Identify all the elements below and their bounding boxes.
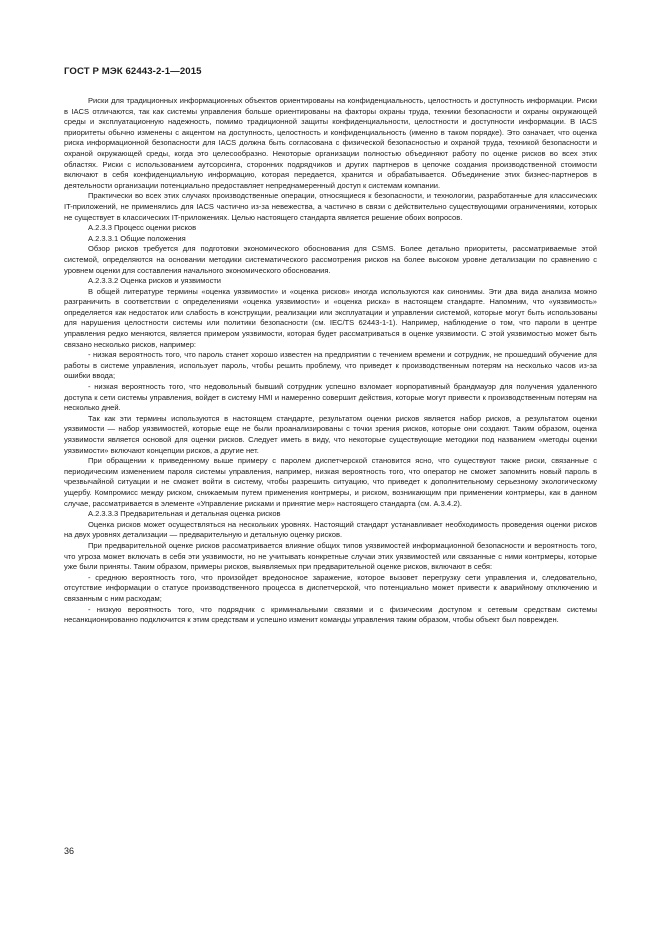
section-heading: А.2.3.3 Процесс оценки рисков bbox=[88, 223, 197, 233]
paragraph: При предварительной оценке рисков рассматривается влияние общих типов уязвимостей информационной безопасности и вероятность того, что угроза может включать в себя эти уязвимости, но не учитывать конкретные случаи этих уязвимостей или связанные с ними контрмеры, которые уже были приняты. Таким образом, примеры рисков, выявляемых при предварительной оценке рисков, включают в себя: bbox=[64, 540, 597, 572]
section-heading: А.2.3.3.2 Оценка рисков и уязвимости bbox=[88, 276, 222, 286]
section-heading: А.2.3.3.1 Общие положения bbox=[88, 233, 186, 243]
list-item: - низкая вероятность того, что пароль станет хорошо известен на предприятии с течением времени и сотрудник, не прошедший обучение для работы в системе управления, использует пароль, чтобы решить проблему, что приведет к производственным потерям на несколько часов из-за ошибки ввода; bbox=[64, 350, 597, 381]
page-header: ГОСТ Р МЭК 62443-2-1—2015 bbox=[64, 66, 202, 77]
paragraph: Риски для традиционных информационных объектов ориентированы на конфиденциальность, целостность и доступность информации. Риски в IACS отличаются, так как системы управления больше ориентированы на факторы охраны труда, техники безопасности и охраны окружающей среды и эксплуатационную надежность, помимо традиционной защиты конфиденциальности, целостности и доступности информации. В IACS приоритеты обычно изменены с акцентом на доступность, целостность и конфиденциальность (именно в таком порядке). Это означает, что оценка риска информационной безопасности для IACS должна быть согласована с физической безопасностью и охраной труда, техникой безопасности и охраной окружающей среды, когда это целесообразно. Некоторые организации полностью объединяют работу по оценке рисков во всех этих областях. Риски с использованием аутсорсинга, сторонних подрядчиков и других партнеров в цепочке создания производственной стоимости включают в себя конфиденциальную информацию, которая передается, хранится и обрабатывается. Объединение этих бизнес-партнеров в деятельности организации потенциально предоставляет непреднамеренный доступ к системам компании. bbox=[64, 96, 597, 190]
list-item: - среднюю вероятность того, что произойдет вредоносное заражение, которое вызовет перегрузку сети управления и, следовательно, отсутствие информации о статусе производственного процесса в диспетчерской, что потенциально может привести к аварийному отключению и связанным с ним расходам; bbox=[64, 572, 597, 603]
paragraph: Обзор рисков требуется для подготовки экономического обоснования для CSMS. Более детально приоритеты, рассматриваемые этой системой, определяются на основании методики систематического рассмотрения рисков на более высоком уровне детализации по сравнению с уровнем оценки для составления начального экономического обоснования. bbox=[64, 244, 597, 275]
list-item: - низкую вероятность того, что подрядчик с криминальными связями и с физическим доступом к сетевым средствам системы несанкционированно подключится к этим средствам и успешно изменит команды управления таким образом, чтобы объект был поврежден. bbox=[64, 604, 597, 625]
document-body bbox=[64, 96, 597, 626]
paragraph: Так как эти термины используются в настоящем стандарте, результатом оценки рисков является набор рисков, а результатом оценки уязвимости — набор уязвимостей, которые еще не были проанализированы с точки зрения рисков, которые они создают. Таким образом, оценка уязвимости является основой для оценки рисков. Следует иметь в виду, что некоторые существующие методики под названием «методы оценки уязвимости» включают концепции рисков, а другие нет. bbox=[64, 413, 597, 455]
paragraph: Практически во всех этих случаях производственные операции, относящиеся к безопасности, и технологии, разработанные для классических IT-приложений, не применялись для IACS частично из-за невежества, а частично в связи с действительно существующими ограничениями, которых не существует в классических IT-приложениях. Целью настоящего стандарта является решение обоих вопросов. bbox=[64, 191, 597, 222]
list-item: - низкая вероятность того, что недовольный бывший сотрудник успешно взломает корпоративный брандмауэр для получения удаленного доступа к сети системы управления, войдет в систему HMI и намеренно совершит действия, которые могут привести к производственным потерям на несколько дней. bbox=[64, 382, 597, 413]
page-number: 36 bbox=[64, 846, 75, 856]
paragraph: В общей литературе термины «оценка уязвимости» и «оценка рисков» иногда используются как синонимы. Эти два вида анализа можно разграничить в соответствии с определениями «оценка уязвимости» и «оценка риска» в настоящем стандарте. Напомним, что «уязвимость» определяется как недостаток или слабость в конструкции, реализации или эксплуатации и управлении системой, которые могут быть использованы для нарушения целостности системы или политики безопасности (см. IEC/TS 62443-1-1). Например, наблюдение о том, что пароли в центре управления редко меняются, является примером уязвимости, которая будет рассматриваться в оценке уязвимости. С этой уязвимостью может быть связано несколько рисков, например: bbox=[64, 286, 597, 349]
section-heading: А.2.3.3.3 Предварительная и детальная оценка рисков bbox=[88, 509, 281, 519]
paragraph: Оценка рисков может осуществляться на нескольких уровнях. Настоящий стандарт устанавливает необходимость проведения оценки рисков на двух уровнях детализации — предварительную и детальную оценку рисков. bbox=[64, 519, 597, 540]
paragraph: При обращении к приведенному выше примеру с паролем диспетчерской становится ясно, что существуют также риски, связанные с периодическим изменением пароля системы управления, например, низкая вероятность того, что оператор не сможет запомнить новый пароль в чрезвычайной ситуации и не сможет войти в систему, чтобы разрешить ситуацию, что приведет к дополнительному серьезному экологическому ущербу. Компромисс между риском, снижаемым путем применения контрмеры, и риском, возникающим при применении контрмеры, как в данном случае, рассматривается в элементе «Управление рисками и принятие мер» настоящего стандарта (см. А.3.4.2). bbox=[64, 456, 597, 508]
